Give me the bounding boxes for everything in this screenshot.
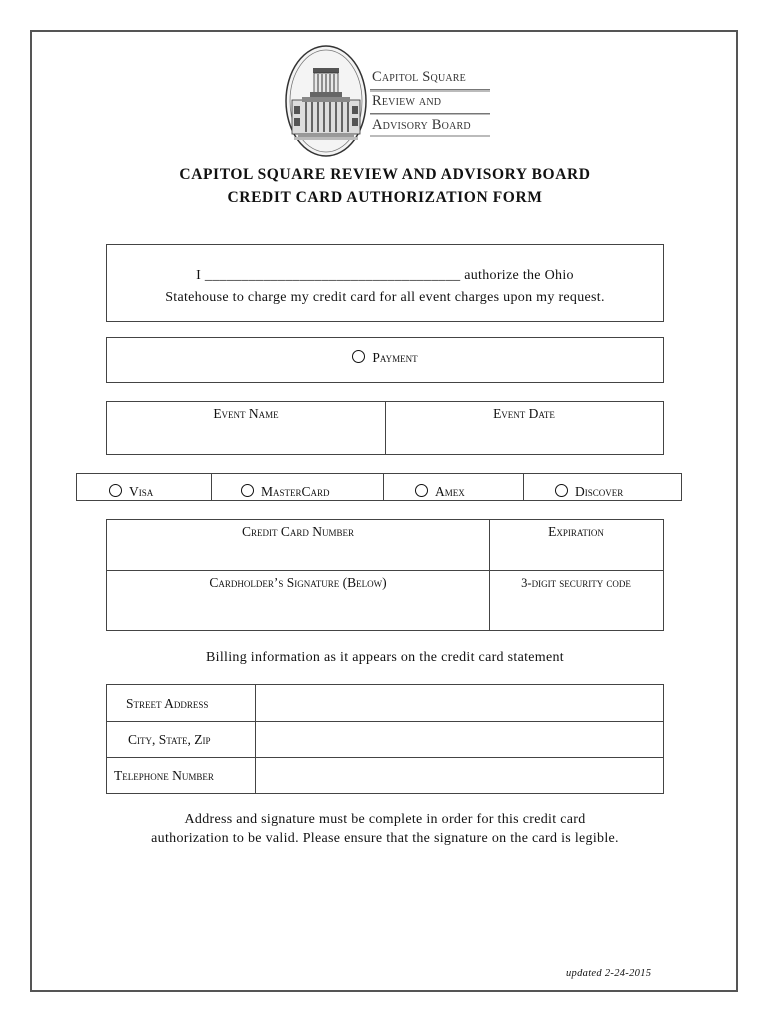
- authorization-line-1[interactable]: I ___________________________________ authorize the Ohio: [196, 268, 574, 283]
- authorization-line-2: Statehouse to charge my credit card for all event charges upon my request.: [165, 290, 605, 305]
- billing-table: [106, 684, 664, 794]
- logo-line-3: Advisory Board: [372, 117, 471, 133]
- card-number-label: Credit Card Number: [241, 524, 354, 539]
- discover-radio-icon[interactable]: [555, 484, 568, 497]
- amex-radio-icon[interactable]: [415, 484, 428, 497]
- logo-line-2: Review and: [370, 90, 490, 114]
- payment-label: Payment: [372, 350, 418, 365]
- authorization-box: [106, 244, 664, 322]
- city-state-zip-label-cell: [107, 731, 255, 749]
- card-option-amex[interactable]: [383, 483, 523, 501]
- city-state-zip-label: City, State, Zip: [128, 732, 211, 747]
- expiration-label: Expiration: [548, 524, 604, 539]
- card-option-mastercard[interactable]: [211, 483, 383, 501]
- updated-date: updated 2-24-2015: [566, 968, 652, 979]
- security-code-field[interactable]: [489, 574, 663, 630]
- logo-text: [370, 66, 490, 137]
- street-address-input[interactable]: [255, 685, 663, 721]
- card-info-row-divider: [107, 570, 663, 571]
- card-number-field[interactable]: [107, 523, 489, 570]
- card-option-visa[interactable]: [77, 483, 211, 501]
- mastercard-radio-icon[interactable]: [241, 484, 254, 497]
- event-name-field[interactable]: [107, 405, 385, 423]
- telephone-label-cell: [107, 767, 255, 785]
- event-date-label: Event Date: [493, 406, 555, 421]
- visa-radio-icon[interactable]: [109, 484, 122, 497]
- form-title-line-1: CAPITOL SQUARE REVIEW AND ADVISORY BOARD: [179, 166, 591, 183]
- telephone-label: Telephone Number: [114, 768, 214, 783]
- signature-field[interactable]: [107, 574, 489, 630]
- signature-label: Cardholder’s Signature (Below): [209, 575, 387, 590]
- street-address-label: Street Address: [126, 696, 209, 711]
- street-address-label-cell: [107, 695, 255, 713]
- mastercard-label: MasterCard: [261, 484, 330, 499]
- telephone-input[interactable]: [255, 757, 663, 793]
- event-name-label: Event Name: [213, 406, 279, 421]
- security-code-label: 3-digit security code: [521, 576, 631, 590]
- city-state-zip-input[interactable]: [255, 721, 663, 757]
- discover-label: Discover: [575, 484, 624, 499]
- validity-note-line-1: Address and signature must be complete in order for this credit card: [184, 812, 586, 827]
- form-title-line-2: CREDIT CARD AUTHORIZATION FORM: [227, 189, 543, 206]
- logo-line-1: Capitol Square: [370, 66, 490, 90]
- payment-box: [106, 337, 664, 383]
- event-date-field[interactable]: [385, 405, 663, 423]
- visa-label: Visa: [129, 484, 154, 499]
- payment-radio-icon[interactable]: [352, 350, 365, 363]
- validity-note-line-2: authorization to be valid. Please ensure that the signature on the card is legible.: [151, 831, 619, 846]
- card-type-row: [76, 473, 682, 501]
- card-info-table: [106, 519, 664, 631]
- payment-option[interactable]: [107, 349, 663, 367]
- card-option-discover[interactable]: [523, 483, 681, 501]
- expiration-field[interactable]: [489, 523, 663, 570]
- billing-intro: Billing information as it appears on the credit card statement: [206, 650, 564, 665]
- amex-label: Amex: [435, 484, 465, 499]
- event-table: [106, 401, 664, 455]
